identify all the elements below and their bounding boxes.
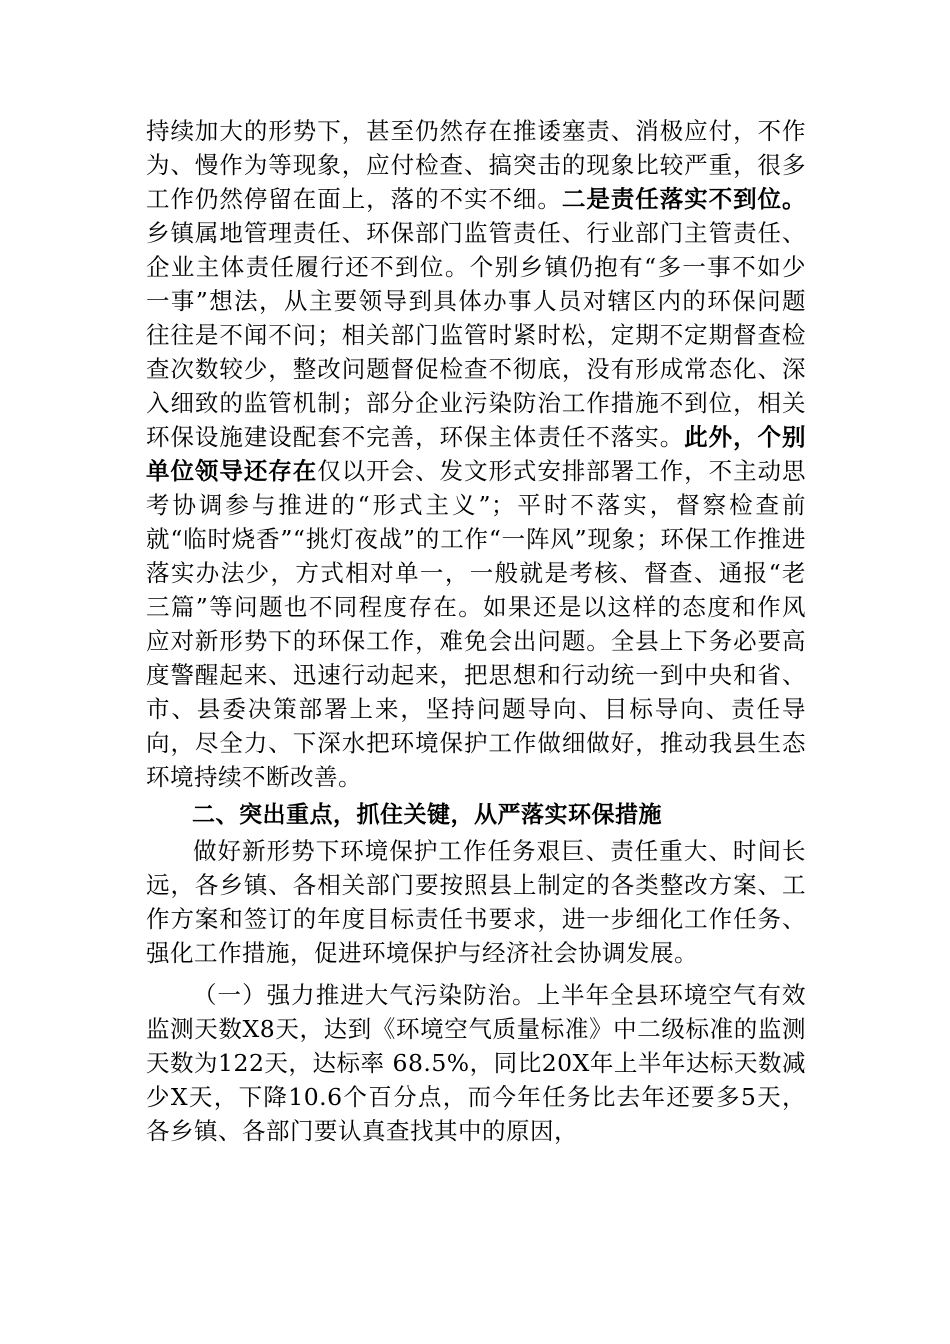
paragraph-text-a: 持续加大的形势下，甚至仍然存在推诿塞责、消极应付，不作为、慢作为等现象，应付检查、搞突击的现象比较严重，很多工作仍然停留在面上，落的不实不细。 — [146, 117, 806, 213]
bold-point-two: 二是责任落实不到位。 — [561, 185, 807, 213]
section-heading: 二、突出重点，抓住关键，从严落实环保措施 — [192, 802, 662, 828]
paragraph-text-b: 乡镇属地管理责任、环保部门监管责任、行业部门主管责任、企业主体责任履行还不到位。个别乡镇仍抱有“多一事不如少一事”想法，从主要领导到具体办事人员对辖区内的环保问题往往是不闻不问；相关部门监管时紧时松，定期不定期督查检查次数较少，整改问题督促检查不彻底，没有形成常态化、深入细致的监管机制；部分企业污染防治工作措施不到位，相关环保设施建设配套不完善，环保主体责任不落实。 — [146, 219, 806, 451]
paragraph-air-pollution — [146, 978, 806, 1148]
paragraph-text-c: 仅以开会、发文形式安排部署工作，不主动思考协调参与推进的“形式主义”；平时不落实，督察检查前就“临时烧香”“挑灯夜战”的工作“一阵风”现象；环保工作推进落实办法少，方式相对单一，一般就是考核、督查、通报“老三篇”等问题也不同程度存在。如果还是以这样的态度和作风应对新形势下的环保工作，难免会出问题。全县上下务必要高度警醒起来、迅速行动起来，把思想和行动统一到中央和省、市、县委决策部署上来，坚持问题导向、目标导向、责任导向，尽全力、下深水把环境保护工作做细做好，推动我县生态环境持续不断改善。 — [146, 457, 807, 791]
paragraph-overview: 做好新形势下环境保护工作任务艰巨、责任重大、时间长远，各乡镇、各相关部门要按照县上制定的各类整改方案、工作方案和签订的年度目标责任书要求，进一步细化工作任务、强化工作措施，促进环境保护与经济社会协调发展。 — [146, 837, 806, 967]
subsection-title: （一）强力推进大气污染防治。 — [193, 981, 537, 1009]
document-page — [146, 114, 806, 1148]
paragraph-air-text: 上半年全县环境空气有效监测天数X8天，达到《环境空气质量标准》中二级标准的监测天数为122天，达标率 68.5%，同比20X年上半年达标天数减少X天，下降10.6个百分点，而今年任务比去年还要多5天，各乡镇、各部门要认真查找其中的原因， — [146, 981, 807, 1145]
paragraph-responsibility — [146, 114, 806, 794]
bold-in-addition: 此外，个别单位领导还存在 — [146, 423, 807, 485]
